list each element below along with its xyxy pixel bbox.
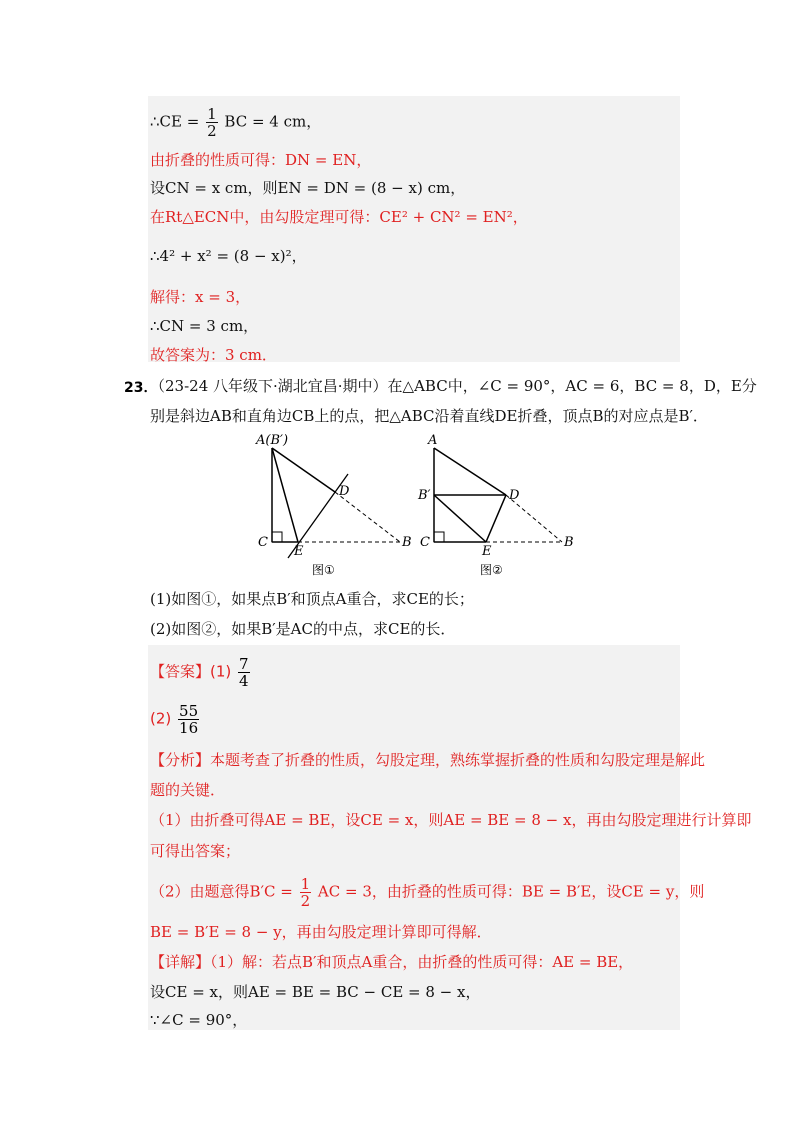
- analysis-line5: （2）由题意得B′C = $\frac{1}{2}$ AC = 3，由折叠的性质可得：BE = B′E，设CE = y，则: [150, 875, 705, 910]
- question-number: 23．: [124, 380, 158, 396]
- figure-diagrams: [250, 428, 590, 578]
- analysis-line2: 题的关键．: [150, 781, 226, 799]
- question-part2: (2)如图②，如果B′是AC的中点，求CE的长．: [150, 620, 456, 638]
- analysis-fraction-half: $\frac{1}{2}$: [300, 875, 311, 910]
- fig1-label-e: E: [294, 544, 304, 559]
- answer-line2: (2) $\frac{55}{16}$: [150, 702, 199, 737]
- figure-1: [255, 433, 412, 577]
- answer-line1: 【答案】(1) $\frac{7}{4}$: [150, 655, 249, 690]
- fig1-caption: 图①: [312, 563, 335, 577]
- fig1-label-b: B: [402, 535, 412, 550]
- figure-2: [417, 433, 574, 577]
- fraction-half: $\frac{1}{2}$: [207, 105, 217, 140]
- detail-line2: 设CE = x，则AE = BE = BC − CE = 8 − x，: [150, 983, 481, 1001]
- question-part1: (1)如图①，如果点B′和顶点A重合，求CE的长；: [150, 590, 474, 608]
- question-text-line2: 别是斜边AB和直角边CB上的点，把△ABC沿着直线DE折叠，顶点B的对应点是B′．: [150, 407, 708, 425]
- fig1-label-a: A(B′): [256, 433, 289, 448]
- analysis-line4: 可得出答案；: [150, 842, 241, 860]
- answer-fraction-1: $\frac{7}{4}$: [239, 655, 249, 690]
- answer-fraction-2: $\frac{55}{16}$: [179, 702, 199, 737]
- fig2-label-e: E: [482, 544, 492, 559]
- fig1-label-c: C: [258, 535, 268, 550]
- line-solve-x: 解得：x = 3，: [150, 288, 251, 306]
- detail-line1: 【详解】（1）解：若点B′和顶点A重合，由折叠的性质可得：AE = BE，: [150, 953, 634, 971]
- answer-tag: 【答案】: [150, 662, 211, 681]
- analysis-tag: 【分析】: [150, 751, 211, 769]
- fig2-label-b: B: [564, 535, 574, 550]
- line-let-cn: 设CN = x cm，则EN = DN = (8 − x) cm，: [150, 179, 466, 197]
- detail-tag: 【详解】: [150, 953, 211, 971]
- fig1-label-d: D: [339, 484, 350, 499]
- answer-block: [148, 645, 680, 1030]
- line-pythagoras: 在Rt△ECN中，由勾股定理可得：CE² + CN² = EN²，: [150, 208, 528, 226]
- line-equation: ∴4² + x² = (8 − x)²，: [150, 247, 307, 265]
- line-ce-half-bc: ∴CE = $\frac{1}{2}$ BC = 4 cm，: [150, 105, 322, 140]
- analysis-line6: BE = B′E = 8 − y，再由勾股定理计算即可得解．: [150, 923, 492, 941]
- line-final-answer: 故答案为：3 cm．: [150, 346, 277, 364]
- fig2-label-bprime: B′: [418, 488, 431, 503]
- analysis-line1: 【分析】本题考查了折叠的性质，勾股定理，熟练掌握折叠的性质和勾股定理是解此: [150, 751, 706, 769]
- fig2-caption: 图②: [480, 563, 503, 577]
- fig2-label-c: C: [420, 535, 430, 550]
- fig2-label-d: D: [509, 488, 520, 503]
- analysis-line3: （1）由折叠可得AE = BE，设CE = x，则AE = BE = 8 − x，再由勾股定理进行计算即: [150, 811, 752, 829]
- line-fold-dn-en: 由折叠的性质可得：DN = EN，: [150, 151, 372, 169]
- fig2-label-a: A: [428, 433, 438, 448]
- detail-line3: ∵∠C = 90°，: [150, 1011, 248, 1029]
- line-cn-result: ∴CN = 3 cm，: [150, 317, 259, 335]
- question-text-line1: （23-24 八年级下·湖北宜昌·期中）在△ABC中，∠C = 90°，AC = 6，BC = 8，D，E分: [150, 377, 757, 395]
